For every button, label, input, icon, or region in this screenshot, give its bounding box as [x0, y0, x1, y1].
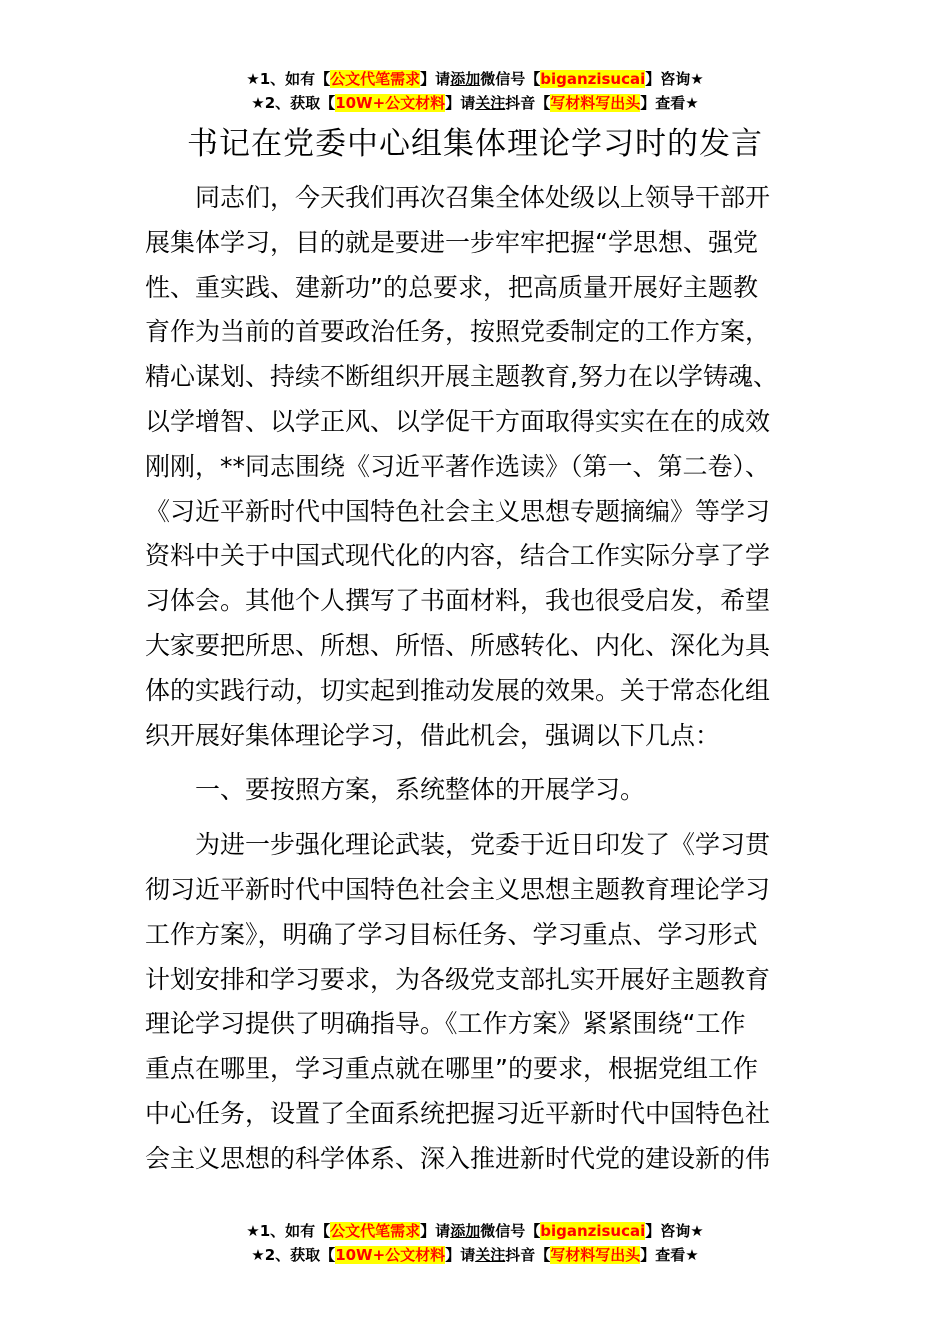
- banner-highlight: 10W+公文材料: [335, 94, 446, 112]
- banner-douyin-id: 写材料写出头: [550, 1246, 641, 1264]
- text-line: 资料中关于中国式现代化的内容，结合工作实际分享了学: [145, 541, 771, 571]
- top-banner: [0, 67, 950, 115]
- text-line: 性、重实践、建新功”的总要求，把高质量开展好主题教: [145, 272, 758, 302]
- banner-text: 】咨询★: [645, 1222, 704, 1240]
- banner-text: 】咨询★: [645, 70, 704, 88]
- text-line: 工作方案》，明确了学习目标任务、学习重点、学习形式: [145, 919, 758, 949]
- banner-text: 微信号【: [480, 1222, 541, 1240]
- banner-text: 】查看★: [640, 1246, 699, 1264]
- text-line: 织开展好集体理论学习，借此机会，强调以下几点：: [145, 720, 721, 750]
- banner-line-1: [0, 67, 950, 91]
- banner-text: 】查看★: [640, 94, 699, 112]
- text-line: 理论学习提供了明确指导。《工作方案》紧紧围绕“工作: [145, 1009, 746, 1039]
- text-line: 重点在哪里，学习重点就在哪里”的要求，根据党组工作: [145, 1054, 758, 1084]
- text-line: 刚刚，**同志围绕《习近平著作选读》（第一、第二卷）、: [145, 451, 771, 481]
- banner-line-1: [0, 1219, 950, 1243]
- banner-text: 】请: [445, 94, 476, 112]
- text-line: 展集体学习，目的就是要进一步牢牢把握“学思想、强党: [145, 227, 758, 257]
- banner-text: ★2、获取【: [251, 1246, 336, 1264]
- banner-text: ★2、获取【: [251, 94, 336, 112]
- text-line: 为进一步强化理论武装，党委于近日印发了《学习贯: [195, 830, 771, 860]
- banner-line-2: [0, 1243, 950, 1267]
- banner-douyin-id: 写材料写出头: [550, 94, 641, 112]
- text-line: 同志们，今天我们再次召集全体处级以上领导干部开: [195, 183, 771, 212]
- paragraph-2: [145, 823, 810, 1181]
- banner-underlined: 添加: [450, 1222, 481, 1240]
- banner-text: ★1、如有【: [246, 1222, 331, 1240]
- text-line: 体的实践行动，切实起到推动发展的效果。关于常态化组: [145, 675, 771, 705]
- text-line: 习体会。其他个人撰写了书面材料，我也很受启发，希望: [145, 586, 771, 616]
- banner-text: 】请: [420, 1222, 451, 1240]
- banner-text: 】请: [445, 1246, 476, 1264]
- banner-highlight: 10W+公文材料: [335, 1246, 446, 1264]
- text-line: 《习近平新时代中国特色社会主义思想专题摘编》等学习: [145, 496, 771, 526]
- text-line: 精心谋划、持续不断组织开展主题教育,努力在以学铸魂、: [145, 362, 778, 392]
- text-line: 会主义思想的科学体系、深入推进新时代党的建设新的伟: [145, 1143, 771, 1173]
- text-line: 育作为当前的首要政治任务，按照党委制定的工作方案，: [145, 317, 771, 347]
- paragraph-1: [145, 176, 810, 758]
- banner-text: 抖音【: [505, 1246, 551, 1264]
- banner-wechat-id: biganzisucai: [540, 1222, 646, 1240]
- banner-wechat-id: biganzisucai: [540, 70, 646, 88]
- text-line: 计划安排和学习要求，为各级党支部扎实开展好主题教育: [145, 964, 771, 994]
- document-title: 书记在党委中心组集体理论学习时的发言: [187, 126, 763, 162]
- banner-highlight: 公文代笔需求: [330, 1222, 421, 1240]
- banner-line-2: [0, 91, 950, 115]
- banner-text: 】请: [420, 70, 451, 88]
- document-body: [145, 176, 810, 1182]
- bottom-banner: [0, 1219, 950, 1267]
- text-line: 以学增智、以学正风、以学促干方面取得实实在在的成效: [145, 406, 771, 436]
- banner-underlined: 关注: [475, 1246, 506, 1264]
- banner-text: 微信号【: [480, 70, 541, 88]
- banner-underlined: 关注: [475, 94, 506, 112]
- text-line: 彻习近平新时代中国特色社会主义思想主题教育理论学习: [145, 874, 771, 904]
- banner-underlined: 添加: [450, 70, 481, 88]
- banner-text: 抖音【: [505, 94, 551, 112]
- text-line: 中心任务，设置了全面系统把握习近平新时代中国特色社: [145, 1098, 771, 1128]
- banner-text: ★1、如有【: [246, 70, 331, 88]
- section-heading-1: 一、要按照方案，系统整体的开展学习。: [195, 775, 646, 805]
- banner-highlight: 公文代笔需求: [330, 70, 421, 88]
- text-line: 大家要把所思、所想、所悟、所感转化、内化、深化为具: [145, 630, 771, 660]
